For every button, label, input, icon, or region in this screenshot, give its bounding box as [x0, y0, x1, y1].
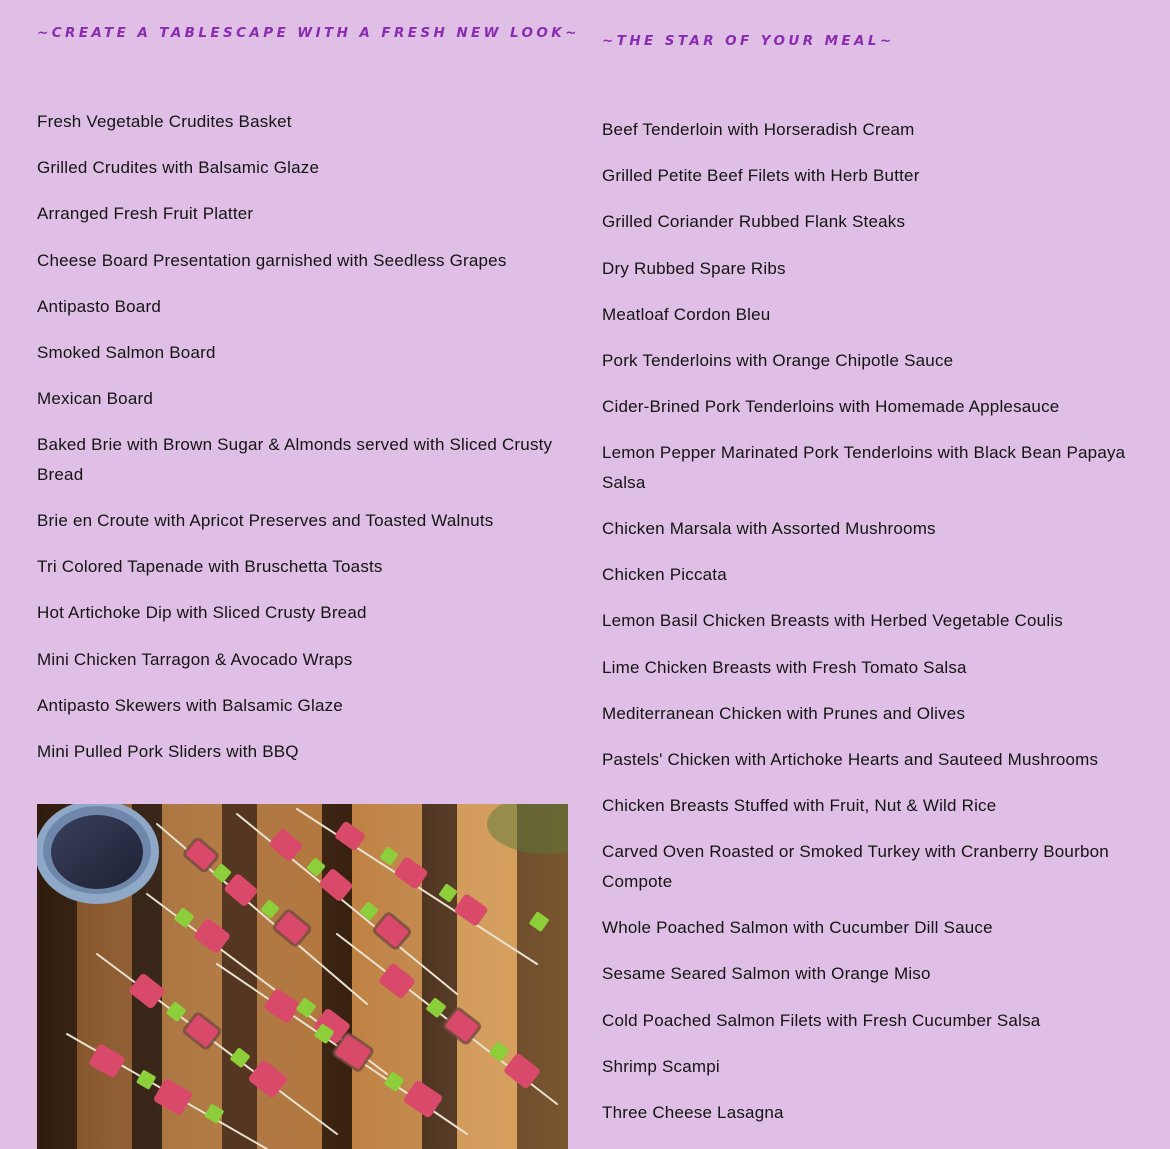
list-item: Grilled Petite Beef Filets with Herb Butter [602, 166, 920, 186]
list-item: Mexican Board [37, 389, 153, 409]
list-item: Pastels' Chicken with Artichoke Hearts and Sauteed Mushrooms [602, 750, 1099, 770]
list-item: Grilled Crudites with Balsamic Glaze [37, 158, 320, 178]
list-item: Chicken Breasts Stuffed with Fruit, Nut & Wild Rice [602, 796, 997, 816]
list-item: Whole Poached Salmon with Cucumber Dill Sauce [602, 918, 993, 938]
tuna-skewers-photo [37, 804, 568, 1149]
list-item: Antipasto Board [37, 296, 161, 316]
list-item: Mediterranean Chicken with Prunes and Olives [602, 703, 966, 723]
list-item: Lemon Basil Chicken Breasts with Herbed Vegetable Coulis [602, 611, 1063, 631]
list-item: Chicken Piccata [602, 565, 727, 585]
list-item: Arranged Fresh Fruit Platter [37, 204, 254, 224]
list-item: Three Cheese Lasagna [602, 1102, 784, 1122]
list-item: Shrimp Scampi [602, 1056, 720, 1076]
list-item: Cider-Brined Pork Tenderloins with Homemade Applesauce [602, 397, 1060, 417]
list-item: Chicken Marsala with Assorted Mushrooms [602, 519, 936, 539]
list-item: Pork Tenderloins with Orange Chipotle Sauce [602, 350, 954, 370]
list-item: Hot Artichoke Dip with Sliced Crusty Bread [37, 603, 367, 623]
mains-list [602, 115, 1132, 1128]
list-item: Brie en Croute with Apricot Preserves and Toasted Walnuts [37, 511, 494, 531]
left-column [37, 0, 580, 783]
list-item: Carved Oven Roasted or Smoked Turkey with Cranberry Bourbon Compote [602, 842, 1109, 891]
list-item: Smoked Salmon Board [37, 342, 216, 362]
appetizers-list [37, 107, 568, 767]
right-column [602, 0, 1132, 1144]
list-item: Mini Chicken Tarragon & Avocado Wraps [37, 649, 353, 669]
list-item: Sesame Seared Salmon with Orange Miso [602, 964, 931, 984]
list-item: Lime Chicken Breasts with Fresh Tomato Salsa [602, 657, 967, 677]
list-item: Dry Rubbed Spare Ribs [602, 258, 786, 278]
list-item: Cold Poached Salmon Filets with Fresh Cucumber Salsa [602, 1010, 1041, 1030]
mains-heading: ~THE STAR OF YOUR MEAL~ [602, 33, 895, 49]
list-item: Lemon Pepper Marinated Pork Tenderloins with Black Bean Papaya Salsa [602, 443, 1126, 492]
list-item: Tri Colored Tapenade with Bruschetta Toasts [37, 557, 383, 577]
list-item: Cheese Board Presentation garnished with Seedless Grapes [37, 250, 507, 270]
list-item: Fresh Vegetable Crudites Basket [37, 112, 292, 131]
appetizers-heading: ~CREATE A TABLESCAPE WITH A FRESH NEW LOOK~ [37, 25, 580, 41]
list-item: Meatloaf Cordon Bleu [602, 304, 771, 324]
list-item: Mini Pulled Pork Sliders with BBQ [37, 742, 299, 762]
list-item: Beef Tenderloin with Horseradish Cream [602, 120, 915, 139]
list-item: Grilled Coriander Rubbed Flank Steaks [602, 212, 906, 232]
list-item: Baked Brie with Brown Sugar & Almonds served with Sliced Crusty Bread [37, 435, 553, 484]
list-item: Antipasto Skewers with Balsamic Glaze [37, 695, 343, 715]
